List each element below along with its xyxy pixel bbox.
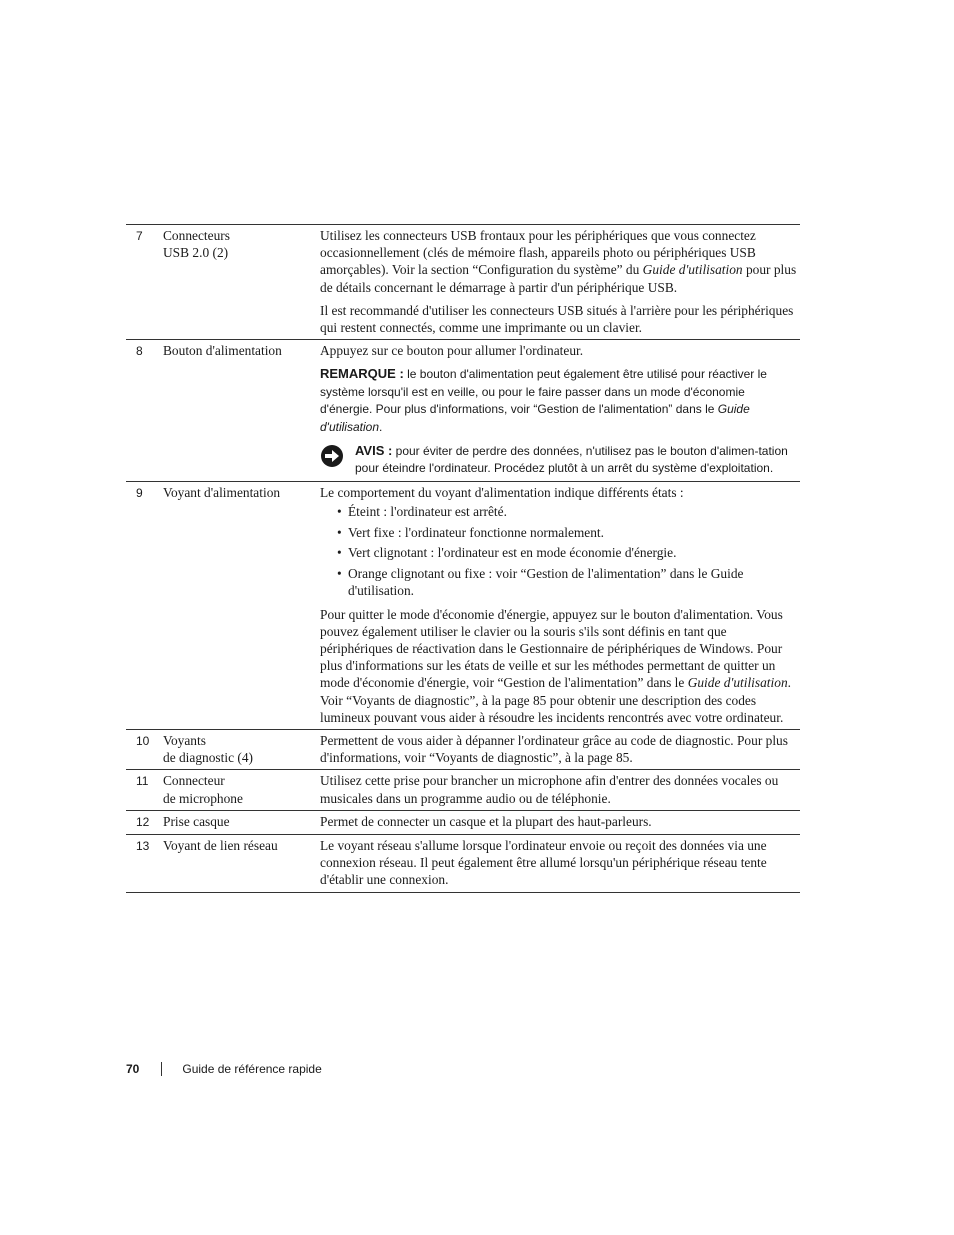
item-name-line: USB 2.0 (2) <box>163 245 229 261</box>
item-name-line: Voyants <box>163 733 206 748</box>
notice-label: AVIS : <box>355 443 393 459</box>
table-row <box>126 730 800 770</box>
item-name-line: Connecteur <box>163 773 225 789</box>
item-name <box>163 732 320 766</box>
item-name <box>163 484 320 726</box>
item-number: 11 <box>136 774 149 789</box>
description-paragraph: Il est recommandé d'utiliser les connecteurs USB situés à l'arrière pour les périphériques qui restent connectés, comme une imprimante ou un clavier. <box>320 302 794 336</box>
item-number: 13 <box>136 838 150 853</box>
item-description <box>320 813 800 831</box>
item-name-line: Bouton d'alimentation <box>163 343 282 359</box>
table-row <box>126 770 800 810</box>
table-row <box>126 482 800 730</box>
component-table <box>126 224 800 893</box>
note-block <box>320 365 800 436</box>
text-run: pour éviter de perdre des données, n'utilisez pas le bouton d'alimen-tation pour éteindre l'ordinateur. Procédez plutôt à un arrêt du système d'exploitation. <box>355 444 788 476</box>
item-description <box>320 732 800 766</box>
guide-title: Guide d'utilisation <box>320 402 750 434</box>
item-name <box>163 227 320 336</box>
item-description <box>320 837 800 889</box>
text-run: Pour quitter le mode d'économie d'énergie, appuyez sur le bouton d'alimentation. Vous pouvez également utiliser le clavier ou la souris s'ils sont définis en tant que périphériques de réactivation dans le Gestionnaire de périphériques de Windows. Pour plus d'informations sur les états de veille et sur les méthodes permettant de quitter un mode d'économie d'énergie, voir “Gestion de l'alimentation” dans le <box>320 606 783 691</box>
note-label: REMARQUE : <box>320 366 404 382</box>
list-item: • Éteint : l'ordinateur est arrêté. <box>320 503 800 520</box>
description-paragraph: Appuyez sur ce bouton pour allumer l'ordinateur. <box>320 343 584 359</box>
item-number: 8 <box>136 344 143 359</box>
item-name-line: de diagnostic (4) <box>163 750 253 766</box>
guide-title: Guide d'utilisation <box>687 675 788 691</box>
description-paragraph <box>320 227 800 296</box>
item-number: 10 <box>136 734 150 748</box>
item-description <box>320 342 800 478</box>
item-name-line: Prise casque <box>163 813 230 829</box>
item-description <box>320 484 800 726</box>
text-run: . <box>379 419 383 434</box>
notice-text <box>355 442 800 478</box>
footer-divider <box>161 1062 162 1076</box>
text-run: . Voir “Voyants de diagnostic”, à la page 85 pour obtenir une description des codes lumineux pouvant vous aider à résoudre les incidents rencontrés avec votre ordinateur. <box>320 675 791 725</box>
item-description <box>320 772 800 806</box>
list-item: • Orange clignotant ou fixe : voir “Gestion de l'alimentation” dans le Guide d'utilisation. <box>320 565 800 599</box>
description-paragraph: Le comportement du voyant d'alimentation indique différents états : <box>320 484 684 500</box>
list-item: • Vert clignotant : l'ordinateur est en mode économie d'énergie. <box>320 544 800 561</box>
item-name-line: de microphone <box>163 790 243 806</box>
page-number: 70 <box>126 1062 140 1076</box>
table-row <box>126 835 800 894</box>
item-name-line: Connecteurs <box>163 228 230 243</box>
item-number: 7 <box>136 229 143 243</box>
text-run: pour plus de détails concernant le démarrage à partir d'un périphérique USB. <box>320 262 797 295</box>
item-name <box>163 342 320 478</box>
notice-arrow-icon <box>320 442 355 478</box>
text-run: le bouton d'alimentation peut également être utilisé pour réactiver le système lorsqu'il est en veille, ou pour le faire passer dans un mode d'économie d'énergie. Pour plus d'informations, voir “Gestion de l'alimentation” dans le <box>320 367 767 417</box>
item-name <box>163 813 320 831</box>
item-description <box>320 227 800 336</box>
item-name <box>163 837 320 889</box>
document-title: Guide de référence rapide <box>182 1062 322 1076</box>
list-item: • Vert fixe : l'ordinateur fonctionne normalement. <box>320 524 800 541</box>
text-run: Utilisez les connecteurs USB frontaux pour les périphériques que vous connectez occasionnellement (clés de mémoire flash, appareils photo ou périphériques USB amorçables). Voir la section “Configuration du système” du <box>320 228 756 278</box>
description-paragraph <box>320 606 800 726</box>
description-paragraph: Le voyant réseau s'allume lorsque l'ordinateur envoie ou reçoit des données via une connexion réseau. Il peut également être allumé lorsqu'un périphérique réseau tente d'établir une connexion. <box>320 837 767 888</box>
description-paragraph: Permettent de vous aider à dépanner l'ordinateur grâce au code de diagnostic. Pour plus d'informations, voir “Voyants de diagnostic”, à la page 85. <box>320 733 788 766</box>
guide-title: Guide d'utilisation <box>642 262 743 278</box>
item-name-line: Voyant de lien réseau <box>163 837 278 853</box>
item-number: 12 <box>136 814 150 829</box>
notice-block <box>320 442 800 478</box>
item-number: 9 <box>136 485 143 500</box>
item-name-line: Voyant d'alimentation <box>163 484 281 500</box>
status-list <box>320 503 800 600</box>
table-row <box>126 811 800 835</box>
page-footer <box>126 1062 322 1076</box>
table-row <box>126 340 800 482</box>
description-paragraph: Utilisez cette prise pour brancher un microphone afin d'entrer des données vocales ou musicales dans un programme audio ou de téléphonie. <box>320 773 779 806</box>
description-paragraph: Permet de connecter un casque et la plupart des haut-parleurs. <box>320 813 652 829</box>
table-row <box>126 225 800 340</box>
item-name <box>163 772 320 806</box>
